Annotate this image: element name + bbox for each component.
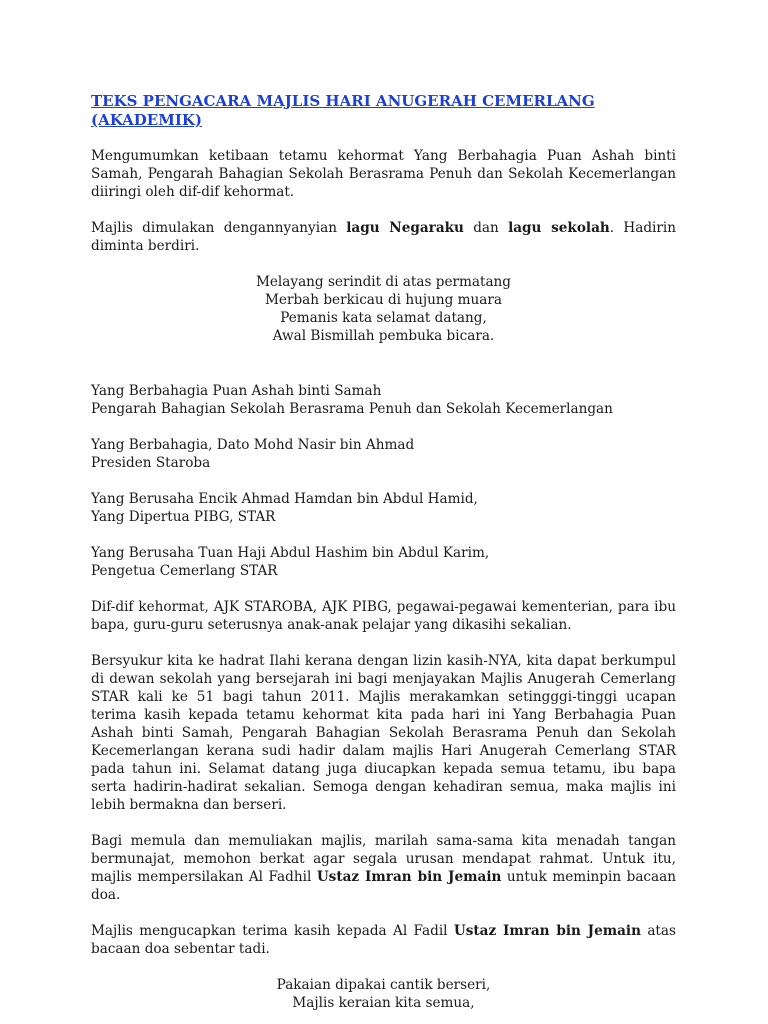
para2-text-2: dan: [463, 220, 509, 236]
pantun-line: Awal Bismillah pembuka bicara.: [272, 328, 495, 344]
paragraph-prayer: [91, 832, 676, 904]
anthem-school-song: lagu sekolah: [508, 220, 610, 236]
pantun-line: Pakaian dipakai cantik berseri,: [276, 977, 491, 993]
greeting-title: Pengarah Bahagian Sekolah Berasrama Penuh dan Sekolah Kecemerlangan: [91, 401, 613, 417]
paragraph-gratitude: Bersyukur kita ke hadrat Ilahi kerana dengan lizin kasih-NYA, kita dapat berkumpul di dewan sekolah yang bersejarah ini bagi menjayakan Majlis Anugerah Cemerlang STAR kali ke 51 bagi tahun 2011. Majlis merakamkan setingggi-tinggi ucapan terima kasih kepada tetamu kehormat kita pada hari ini Yang Berbahagia Puan Ashah binti Samah, Pengarah Bahagian Sekolah Berasrama Penuh dan Sekolah Kecemerlangan kerana sudi hadir dalam majlis Hari Anugerah Cemerlang STAR pada tahun ini. Selamat datang juga diucapkan kepada semua tetamu, ibu bapa serta hadirin-hadirat sekalian. Semoga dengan kehadiran semua, maka majlis ini lebih bermakna dan berseri.: [91, 653, 676, 813]
para2-text-3: . Hadirin diminta berdiri.: [91, 220, 676, 254]
document-page: [91, 92, 676, 1012]
greeting-name: Yang Berusaha Tuan Haji Abdul Hashim bin Abdul Karim,: [91, 545, 490, 561]
para5-text-2: untuk meminpin bacaan doa.: [91, 869, 676, 903]
ustaz-name: Ustaz Imran bin Jemain: [453, 923, 641, 939]
pantun-line: Merbah berkicau di hujung muara: [265, 292, 502, 308]
greeting-name: Yang Berbahagia Puan Ashah binti Samah: [91, 383, 382, 399]
paragraph-thanks: [91, 922, 676, 958]
para6-text-2: atas bacaan doa sebentar tadi.: [91, 923, 676, 957]
greeting-title: Presiden Staroba: [91, 455, 211, 471]
pantun-line: Majlis keraian kita semua,: [292, 995, 475, 1011]
pantun-opening: [91, 273, 676, 345]
paragraph-arrival: Mengumumkan ketibaan tetamu kehormat Yang Berbahagia Puan Ashah binti Samah, Pengarah Bahagian Sekolah Berasrama Penuh dan Sekolah Kecemerlangan diiringi oleh dif-dif kehormat.: [91, 148, 676, 200]
paragraph-anthem: [91, 219, 676, 255]
pantun-line: Pemanis kata selamat datang,: [280, 310, 487, 326]
para2-text-1: Majlis dimulakan dengannyanyian: [91, 220, 347, 236]
greeting-title: Yang Dipertua PIBG, STAR: [91, 509, 276, 525]
para5-text-1: Bagi memula dan memuliakan majlis, marilah sama-sama kita menadah tangan bermunajat, memohon berkat agar segala urusan mendapat rahmat. Untuk itu, majlis mempersilakan Al Fadhil: [91, 833, 676, 885]
para6-text-1: Majlis mengucapkan terima kasih kepada Al Fadil: [91, 923, 454, 939]
ustaz-name: Ustaz Imran bin Jemain: [316, 869, 502, 885]
greeting-title: Pengetua Cemerlang STAR: [91, 563, 278, 579]
greeting-block: [91, 436, 676, 472]
greeting-block: [91, 490, 676, 526]
greeting-block: [91, 382, 676, 418]
greeting-name: Yang Berbahagia, Dato Mohd Nasir bin Ahmad: [91, 437, 415, 453]
document-title[interactable]: [91, 92, 676, 129]
pantun-line: Melayang serindit di atas permatang: [255, 274, 512, 290]
paragraph-dignitaries: Dif-dif kehormat, AJK STAROBA, AJK PIBG, pegawai-pegawai kementerian, para ibu bapa, guru-guru seterusnya anak-anak pelajar yang dikasihi sekalian.: [91, 599, 676, 633]
title-line-1: TEKS PENGACARA MAJLIS HARI ANUGERAH CEMERLANG: [91, 92, 595, 110]
greeting-block: [91, 544, 676, 580]
anthem-negaraku: lagu Negaraku: [346, 220, 464, 236]
title-line-2: (AKADEMIK): [91, 110, 202, 129]
pantun-closing: [91, 976, 676, 1012]
greeting-name: Yang Berusaha Encik Ahmad Hamdan bin Abdul Hamid,: [91, 491, 478, 507]
